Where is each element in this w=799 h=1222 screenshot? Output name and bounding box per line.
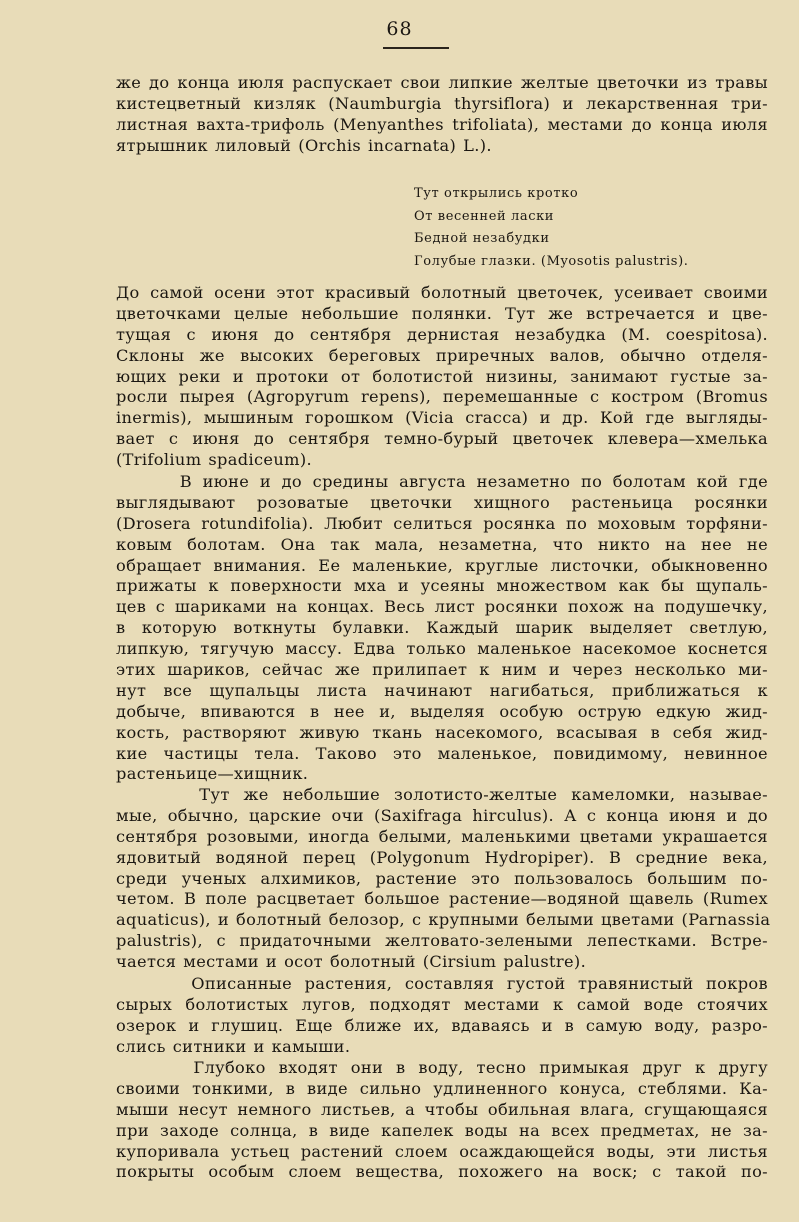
text-line: липкую, тягучую массу. Едва только маленькое насекомое коснется [116,639,768,659]
text-line: среди ученых алхимиков, растение это пользовалось большим по- [116,868,768,888]
text-line: озерок и глушиц. Еще ближе их, вдаваясь и в самую воду, разро- [116,1015,768,1035]
verse-line: Бедной незабудки [414,231,550,246]
text-line: растеньице—хищник. [116,764,309,784]
text-line: нут все щупальцы листа начинают нагибаться, приближаться к [116,680,768,700]
text-line: же до конца июля распускает свои липкие желтые цветочки из травы [116,73,768,92]
text-line: цев с шариками на концах. Весь лист росянки похож на подушечку, [116,597,768,617]
text-line: вает с июня до сентября темно-бурый цветочек клевера—хмелька [116,429,768,449]
page-number-underline [383,47,449,49]
text-line: цветочками целые небольшие полянки. Тут же встречается и цве- [116,303,768,323]
text-line: при заходе солнца, в виде капелек воды на всех предметах, не за- [116,1120,768,1140]
paragraph [116,785,771,973]
text-line: четом. В поле расцветает большое растение—водяной щавель (Rumex [116,889,768,909]
text-line: aquaticus), и болотный белозор, с крупными белыми цветами (Parnassia [116,910,771,930]
text-line: прижаты к поверхности мха и усеяны множеством как бы щупаль- [116,576,768,596]
paragraph [116,1058,768,1183]
text-line: (Trifolium spadiceum). [116,450,312,470]
text-line: ковым болотам. Она так мала, незаметна, что никто на нее не [116,534,768,554]
verse-line: От весенней ласки [414,208,555,224]
paragraph [116,283,768,471]
text-line: обращает внимания. Ее маленькие, круглые листочки, обыкновенно [116,555,768,575]
text-line: этих шариков, сейчас же прилипает к ним и через несколько ми- [116,660,768,680]
paragraph [116,73,768,157]
text-line: мыши несут немного листьев, а чтобы обильная влага, сгущающаяся [116,1099,768,1119]
text-line: palustris), с придаточными желтовато-зелеными лепестками. Встре- [116,931,768,951]
text-line: (Drosera rotundifolia). Любит селиться росянка по моховым торфяни- [116,513,768,533]
paragraph [116,472,768,785]
text-line: ющих реки и протоки от болотистой низины, занимают густые за- [116,366,768,386]
verse-line: Голубые глазки. (Myosotis palustris). [414,253,689,269]
text-line: кость, растворяют живую ткань насекомого, всасывая в себя жид- [116,722,768,742]
text-line: купоривала устьец растений слоем осаждающейся воды, эти листья [116,1141,768,1161]
text-line: Описанные растения, составляя густой травянистый покров [116,974,768,993]
paragraph [116,974,768,1058]
page-number: 68 [386,18,413,40]
text-line: inermis), мышиным горошком (Vicia cracca) и др. Кой где выгляды- [116,408,768,428]
text-line: добыче, впиваются в нее и, выделяя особую острую едкую жид- [116,701,768,721]
text-line: До самой осени этот красивый болотный цветочек, усеивает своими [116,283,768,302]
text-line: сырых болотистых лугов, подходят местами к самой воде стоячих [116,994,768,1014]
text-line: ядовитый водяной перец (Polygonum Hydropiper). В средние века, [116,847,768,867]
text-line: слись ситники и камыши. [116,1036,351,1056]
text-line: мые, обычно, царские очи (Saxifraga hirculus). А с конца июня и до [116,805,768,825]
text-line: в которую воткнуты булавки. Каждый шарик выделяет светлую, [116,618,768,638]
text-line: Глубоко входят они в воду, тесно примыкая друг к другу [116,1058,768,1077]
text-line: покрыты особым слоем вещества, похожего на воск; с такой по- [116,1162,768,1182]
text-line: чается местами и осот болотный (Cirsium palustre). [116,952,587,972]
verse-quote [414,183,689,273]
text-line: тущая с июня до сентября дернистая незабудка (M. coespitosa). [116,324,768,344]
text-line: кие частицы тела. Таково это маленькое, повидимому, невинное [116,743,768,763]
text-line: сентября розовыми, иногда белыми, маленькими цветами украшается [116,826,768,846]
text-line: выглядывают розоватые цветочки хищного растеньица росянки [116,492,768,512]
text-line: Тут же небольшие золотисто-желтые камеломки, называе- [116,785,768,804]
text-line: кистецветный кизляк (Naumburgia thyrsiflora) и лекарственная три- [116,93,768,113]
text-line: Склоны же высоких береговых приречных валов, обычно отделя- [116,345,768,365]
text-line: ятрышник лиловый (Orchis incarnata) L.). [116,135,492,155]
text-line: росли пырея (Agropyrum repens), перемешанные с костром (Bromus [116,387,768,407]
text-line: своими тонкими, в виде сильно удлиненного конуса, стеблями. Ка- [116,1078,768,1098]
text-line: листная вахта-трифоль (Menyanthes trifoliata), местами до конца июля [116,114,768,134]
text-line: В июне и до средины августа незаметно по болотам кой где [116,472,768,491]
verse-line: Тут открылись кротко [414,186,579,201]
